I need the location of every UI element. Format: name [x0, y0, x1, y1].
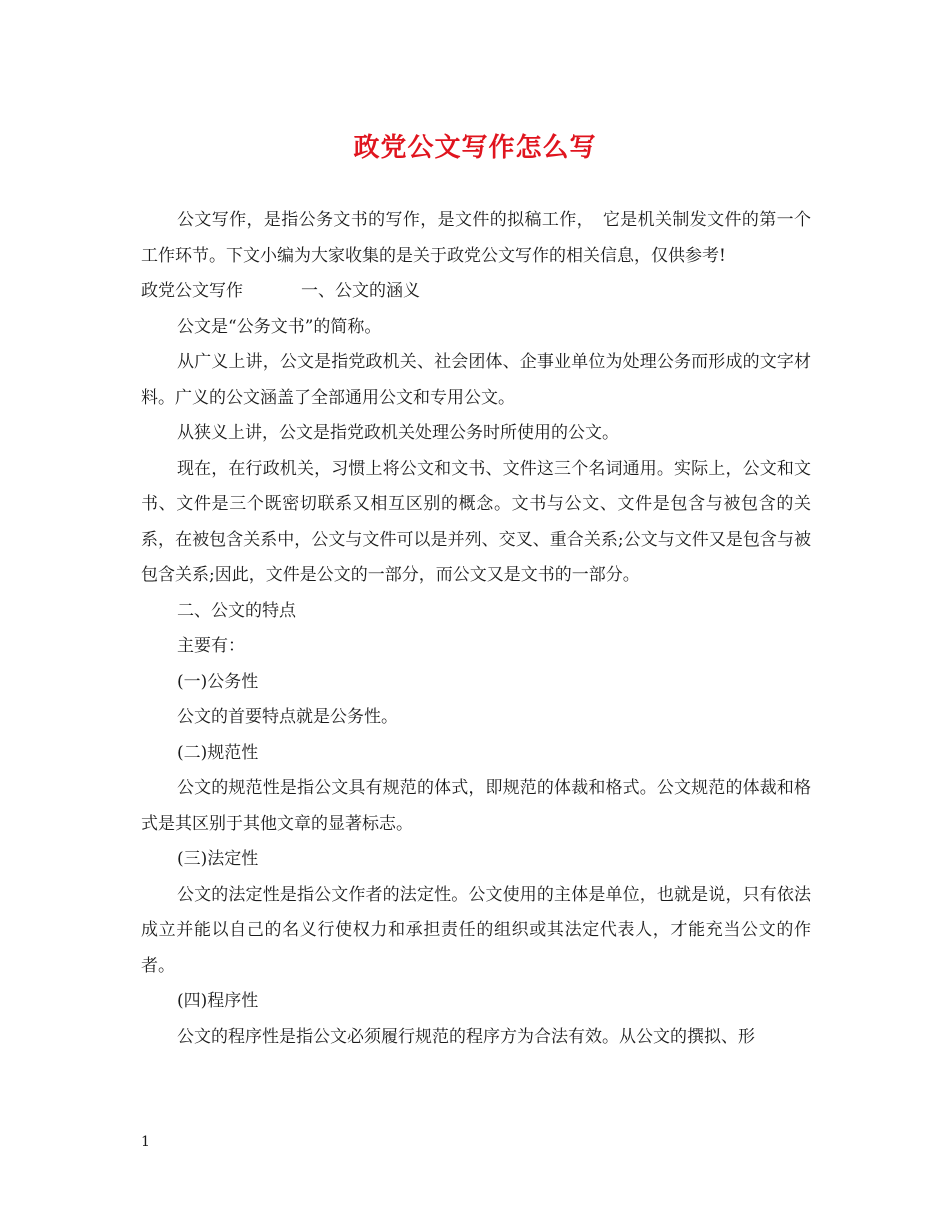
subsection-heading: (四)程序性: [177, 991, 259, 1011]
paragraph: 公文的程序性是指公文必须履行规范的程序方为合法有效。从公文的撰拟、形: [177, 1026, 755, 1047]
paragraph: 现在，在行政机关，习惯上将公文和文书、文件这三个名词通用。实际上，公文和文书、文件是三个既密切联系又相互区别的概念。文书与公文、文件是包含与被包含的关系，在被包含关系中，公文与文件可以是并列、交叉、重合关系;公文与文件又是包含与被包含关系;因此，文件是公文的一部分，而公文又是文书的一部分。: [141, 458, 811, 585]
paragraph: 公文的规范性是指公文具有规范的体式，即规范的体裁和格式。公文规范的体裁和格式是其区别于其他文章的显著标志。: [141, 778, 811, 834]
document-body: [141, 203, 811, 1055]
section-heading-line: [141, 274, 811, 310]
document-title: 政党公文写作怎么写: [353, 133, 597, 163]
paragraph: 公文的法定性是指公文作者的法定性。公文使用的主体是单位，也就是说，只有依法成立并能以自己的名义行使权力和承担责任的组织或其法定代表人，才能充当公文的作者。: [141, 884, 811, 976]
heading-left: 政党公文写作: [141, 281, 243, 301]
subsection-heading: (一)公务性: [177, 671, 259, 692]
paragraph: 公文的首要特点就是公务性。: [177, 707, 398, 727]
paragraph-intro: 公文写作，是指公务文书的写作，是文件的拟稿工作， 它是机关制发文件的第一个工作环节。下文小编为大家收集的是关于政党公文写作的相关信息，仅供参考!: [141, 210, 811, 266]
paragraph: 公文是“公务文书”的简称。: [177, 316, 382, 337]
heading-right: 一、公文的涵义: [301, 281, 420, 301]
page-number: 1: [141, 1134, 150, 1150]
subsection-heading: (二)规范性: [177, 742, 259, 763]
section-heading: 二、公文的特点: [177, 600, 296, 621]
paragraph: 从狭义上讲，公文是指党政机关处理公务时所使用的公文。: [177, 423, 619, 443]
paragraph: 主要有：: [177, 636, 245, 656]
paragraph: 从广义上讲，公文是指党政机关、社会团体、企事业单位为处理公务而形成的文字材料。广义的公文涵盖了全部通用公文和专用公文。: [141, 352, 811, 408]
subsection-heading: (三)法定性: [177, 849, 259, 869]
